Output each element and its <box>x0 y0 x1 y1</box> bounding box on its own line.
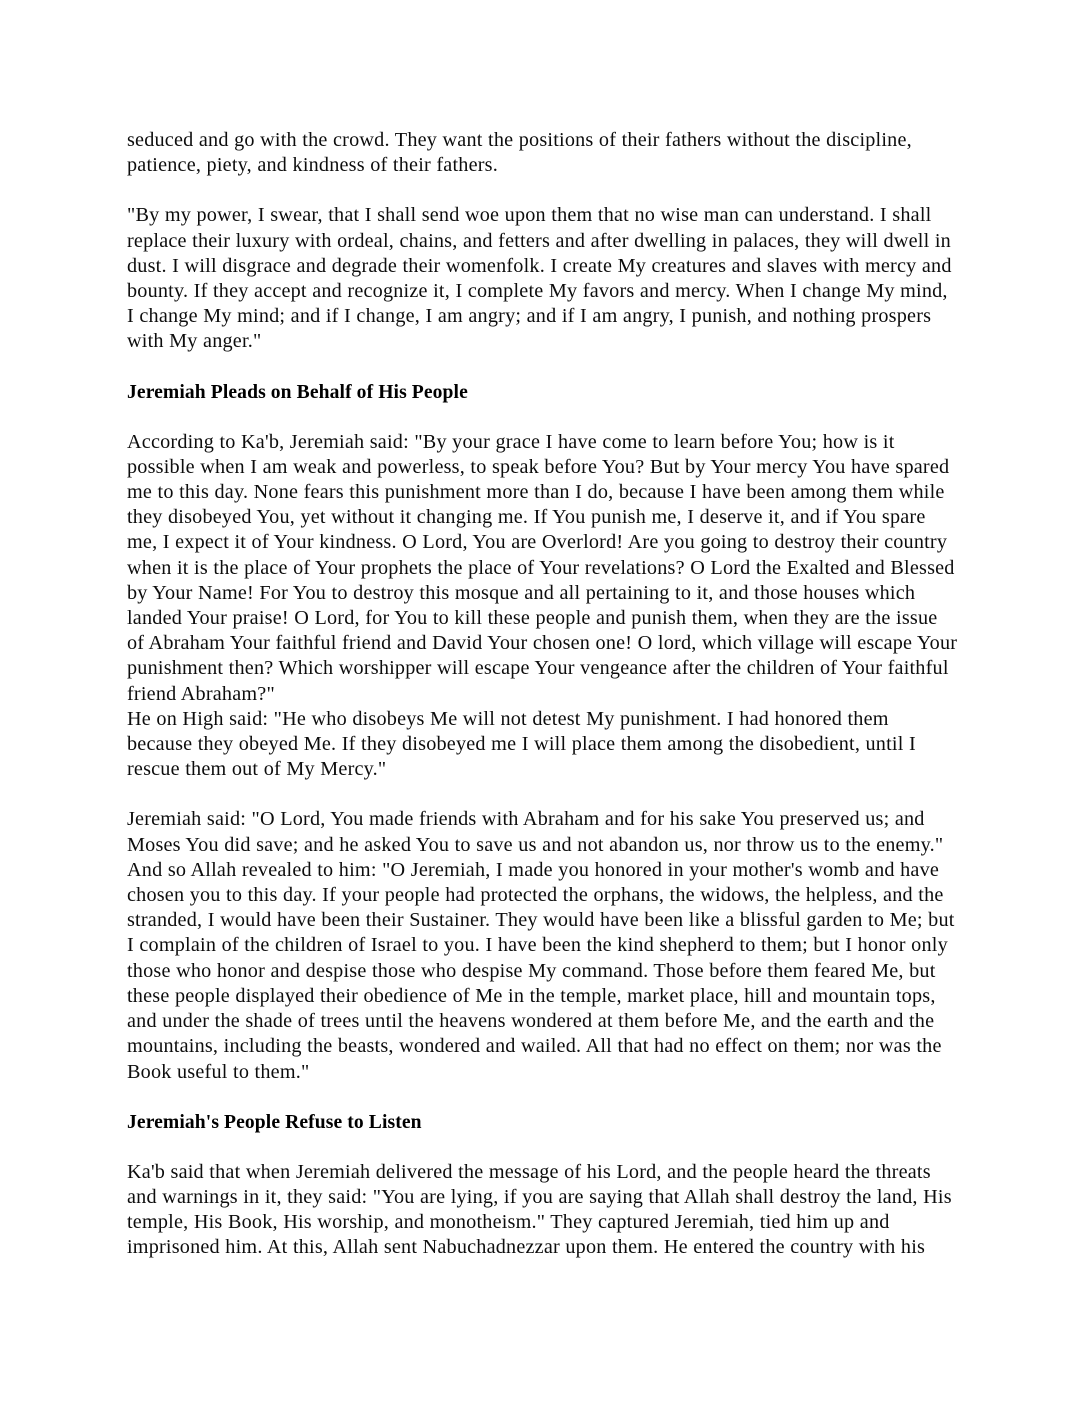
paragraph-by-my-power-i-swear: "By my power, I swear, that I shall send woe upon them that no wise man can understand. I shall replace their luxury with ordeal, chains, and fetters and after dwelling in palaces, they will dwell in dust. I will disgrace and degrade their womenfolk. I create My creatures and slaves with mercy and bounty. If they accept and recognize it, I complete My favors and mercy. When I change My mind, I change My mind; and if I change, I am angry; and if I am angry, I punish, and nothing prospers with My anger." <box>127 204 952 353</box>
paragraph-jeremiah-said-o-lord-you-made-friends: Jeremiah said: "O Lord, You made friends with Abraham and for his sake You preserved us; and Moses You did save; and he asked You to save us and not abandon us, nor throw us to the enemy." And so Allah revealed to him: "O Jeremiah, I made you honored in your mother's womb and have chosen you to this day. If your people had protected the orphans, the widows, the helpless, and the stranded, I would have been their Sustainer. They would have been like a blissful garden to Me; but I complain of the children of Israel to you. I have been the kind shepherd to them; but I honor only those who honor and despise those who despise My command. Those before them feared Me, but these people displayed their obedience of Me in the temple, market place, hill and mountain tops, and under the shade of trees until the heavens wondered at them before Me, and the earth and the mountains, including the beasts, wondered and wailed. All that had no effect on them; nor was the Book useful to them." <box>127 808 955 1083</box>
document-text-column <box>127 128 959 1261</box>
heading-jeremiahs-people-refuse-to-listen: Jeremiah's People Refuse to Listen <box>127 1111 422 1133</box>
paragraph-kab-said-that-when-jeremiah-delivered: Ka'b said that when Jeremiah delivered the message of his Lord, and the people heard the threats and warnings in it, they said: "You are lying, if you are saying that Allah shall destroy the land, His temple, His Book, His worship, and monotheism." They captured Jeremiah, tied him up and imprisoned him. At this, Allah sent Nabuchadnezzar upon them. He entered the country with his <box>127 1160 952 1259</box>
paragraph-seduced-and-go-with-the-crowd: seduced and go with the crowd. They want the positions of their fathers without the discipline, patience, piety, and kindness of their fathers. <box>127 129 912 177</box>
paragraph-he-on-high-said: He on High said: "He who disobeys Me will not detest My punishment. I had honored them because they obeyed Me. If they disobeyed me I will place them among the disobedient, until I rescue them out of My Mercy." <box>127 707 916 781</box>
paragraph-according-to-kab-jeremiah-said: According to Ka'b, Jeremiah said: "By your grace I have come to learn before You; how is it possible when I am weak and powerless, to speak before You? But by Your mercy You have spared me to this day. None fears this punishment more than I do, because I have been among them while they disobeyed You, yet without it changing me. If You punish me, I deserve it, and if You spare me, I expect it of Your kindness. O Lord, You are Overlord! Are you going to destroy their country when it is the place of Your prophets the place of Your revelations? O Lord the Exalted and Blessed by Your Name! For You to destroy this mosque and all pertaining to it, and those houses which landed Your praise! O Lord, for You to kill these people and punish them, when they are the issue of Abraham Your faithful friend and David Your chosen one! O lord, which village will escape Your punishment then? Which worshipper will escape Your vengeance after the children of Your faithful friend Abraham?" <box>127 430 958 705</box>
heading-jeremiah-pleads-on-behalf-of-his-people: Jeremiah Pleads on Behalf of His People <box>127 381 468 403</box>
